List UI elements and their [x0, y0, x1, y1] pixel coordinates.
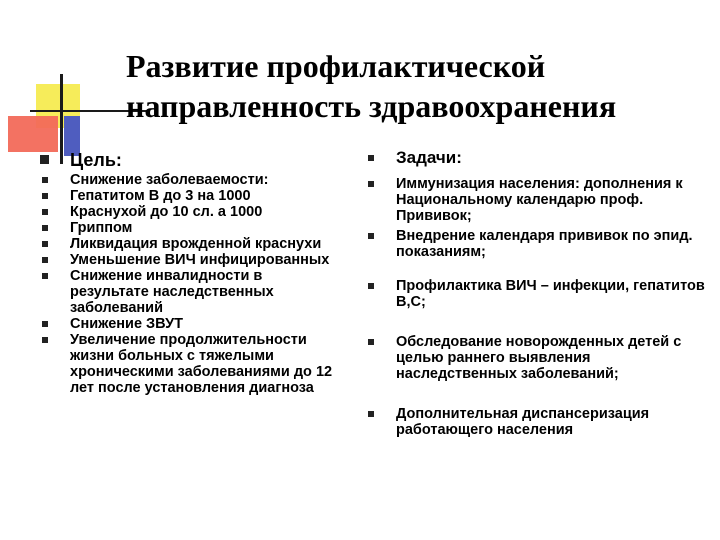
- title-line-1: Развитие профилактической: [126, 48, 546, 84]
- bullet-square-icon: [42, 209, 48, 215]
- goal-item: Уменьшение ВИЧ инфицированных: [40, 252, 340, 268]
- goals-column: [40, 150, 340, 396]
- tasks-heading: Задачи:: [366, 148, 706, 168]
- task-item: Дополнительная диспансеризация работающего населения: [366, 406, 706, 438]
- bullet-square-icon: [40, 155, 49, 164]
- bullet-square-icon: [42, 321, 48, 327]
- bullet-square-icon: [42, 193, 48, 199]
- goal-item: Увеличение продолжительности жизни больных с тяжелыми хроническими заболеваниями до 12 лет после установления диагноза: [40, 332, 340, 396]
- bullet-square-icon: [368, 411, 374, 417]
- decor-red-square: [8, 116, 58, 152]
- goals-heading: Цель:: [40, 150, 340, 170]
- bullet-square-icon: [368, 181, 374, 187]
- bullet-square-icon: [42, 257, 48, 263]
- bullet-square-icon: [42, 337, 48, 343]
- goal-item: Гриппом: [40, 220, 340, 236]
- goal-item: Гепатитом В до 3 на 1000: [40, 188, 340, 204]
- task-item: Внедрение календаря прививок по эпид. показаниям;: [366, 228, 706, 260]
- bullet-square-icon: [42, 177, 48, 183]
- bullet-square-icon: [368, 339, 374, 345]
- bullet-square-icon: [368, 155, 374, 161]
- title-line-2: направленность здравоохранения: [126, 88, 617, 124]
- goal-item: Снижение заболеваемости:: [40, 172, 340, 188]
- bullet-square-icon: [42, 273, 48, 279]
- task-item: Иммунизация населения: дополнения к Национальному календарю проф. Прививок;: [366, 176, 706, 224]
- slide-title: [126, 46, 706, 126]
- tasks-column: [366, 148, 706, 438]
- task-item: Профилактика ВИЧ – инфекции, гепатитов В,С;: [366, 278, 706, 310]
- goal-item: Ликвидация врожденной краснухи: [40, 236, 340, 252]
- bullet-square-icon: [368, 283, 374, 289]
- bullet-square-icon: [368, 233, 374, 239]
- tasks-list: [366, 148, 706, 438]
- task-item: Обследование новорожденных детей с целью раннего выявления наследственных заболеваний;: [366, 334, 706, 382]
- goals-list: [40, 150, 340, 396]
- bullet-square-icon: [42, 225, 48, 231]
- goal-item: Снижение ЗВУТ: [40, 316, 340, 332]
- bullet-square-icon: [42, 241, 48, 247]
- goal-item: Краснухой до 10 сл. а 1000: [40, 204, 340, 220]
- goal-item: Снижение инвалидности в результате наследственных заболеваний: [40, 268, 340, 316]
